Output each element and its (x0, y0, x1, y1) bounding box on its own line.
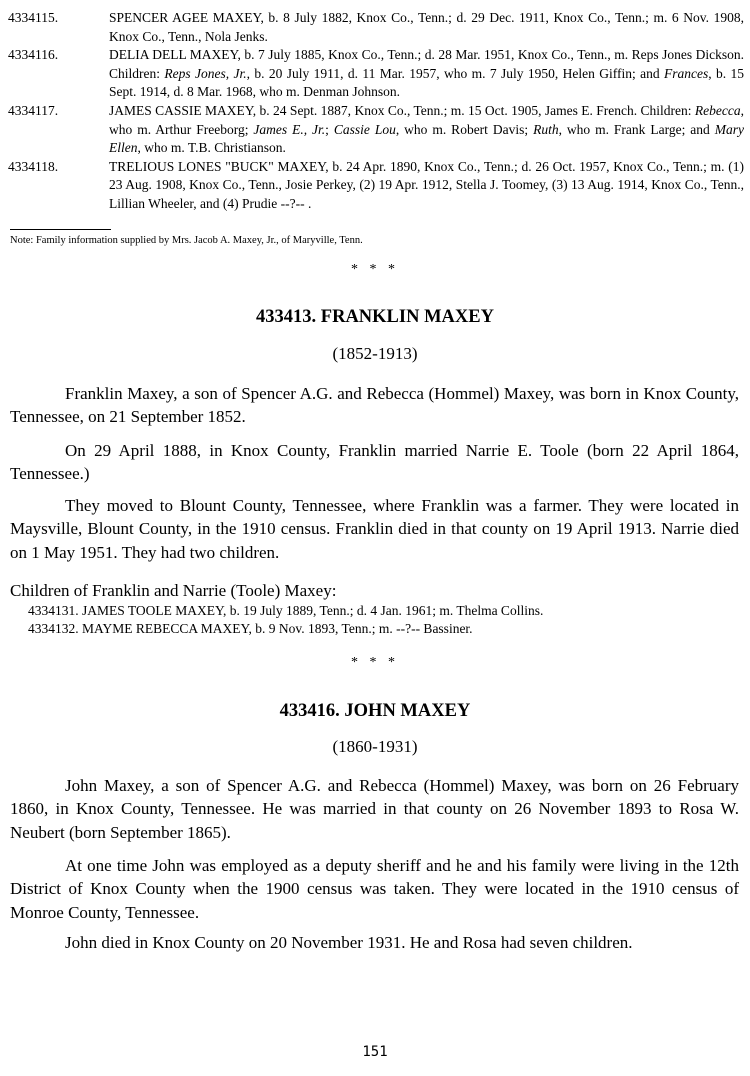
entry-text: SPENCER AGEE MAXEY, b. 8 July 1882, Knox Co., Tenn.; d. 29 Dec. 1911, Knox Co., Tenn.; m. 6 Nov. 1908, Knox Co., Tenn., Nola Jenks. (109, 10, 744, 44)
footnote-rule (10, 229, 111, 230)
entry-text: JAMES CASSIE MAXEY, b. 24 Sept. 1887, Knox Co., Tenn.; m. 15 Oct. 1905, James E. French. Children: Rebecca, who m. Arthur Freeborg; James E., Jr.; Cassie Lou, who m. Robert Davis; Ruth, who m. Frank Large; and Mary Ellen, who m. T.B. Christianson. (109, 102, 744, 156)
children-label: Children of Franklin and Narrie (Toole) Maxey: (10, 581, 337, 600)
body-paragraph: They moved to Blount County, Tennessee, where Franklin was a farmer. They were located in Maysville, Blount County, in the 1910 census. Franklin died in that county on 19 April 1913. Narrie died on 1 May 1951. They had two children. (10, 496, 739, 562)
section-heading: 433413. FRANKLIN MAXEY (256, 307, 494, 327)
family-entry (8, 46, 744, 102)
entry-text: DELIA DELL MAXEY, b. 7 July 1885, Knox Co., Tenn.; d. 28 Mar. 1951, Knox Co., Tenn., m. Reps Jones Dickson. Children: Reps Jones, Jr., b. 20 July 1911, d. 11 Mar. 1957, who m. 7 July 1950, Helen Giffin; and Frances, b. 15 Sept. 1914, d. 8 Mar. 1968, who m. Denman Johnson. (109, 47, 745, 100)
body-paragraph: On 29 April 1888, in Knox County, Franklin married Narrie E. Toole (born 22 April 1864, Tennessee.) (10, 441, 739, 484)
page-number: 151 (362, 1044, 388, 1060)
section-heading: 433416. JOHN MAXEY (279, 701, 471, 721)
family-entries-list (8, 9, 744, 214)
entry-number: 4334117. (8, 102, 59, 118)
section-dates: (1860-1931) (332, 737, 418, 756)
body-paragraph: John Maxey, a son of Spencer A.G. and Rebecca (Hommel) Maxey, was born on 26 February 1860, in Knox County, Tennessee. He was married in that county on 26 November 1893 to Rosa W. Neubert (born September 1865). (10, 776, 739, 842)
section-separator: * * * (351, 655, 399, 670)
footnote: Note: Family information supplied by Mrs. Jacob A. Maxey, Jr., of Maryville, Tenn. (10, 235, 363, 246)
family-entry (8, 158, 744, 214)
family-entry (8, 102, 744, 158)
entry-number: 4334116. (8, 47, 59, 63)
child-entry: 4334132. MAYME REBECCA MAXEY, b. 9 Nov. 1893, Tenn.; m. --?-- Bassiner. (28, 621, 473, 636)
body-paragraph: Franklin Maxey, a son of Spencer A.G. and Rebecca (Hommel) Maxey, was born in Knox County, Tennessee, on 21 September 1852. (10, 384, 739, 427)
entry-number: 4334118. (8, 158, 59, 174)
body-paragraph: John died in Knox County on 20 November 1931. He and Rosa had seven children. (65, 933, 633, 952)
entry-number: 4334115. (8, 10, 59, 25)
entry-text: TRELIOUS LONES "BUCK" MAXEY, b. 24 Apr. 1890, Knox Co., Tenn.; d. 26 Oct. 1957, Knox Co., Tenn.; m. (1) 23 Aug. 1908, Knox Co., Tenn., Josie Perkey, (2) 19 Apr. 1912, Stella J. Toomey, (3) 13 Aug. 1914, Knox Co., Tenn., Lillian Wheeler, and (4) Prudie --?-- . (109, 158, 744, 211)
section-dates: (1852-1913) (332, 344, 418, 363)
body-paragraph: At one time John was employed as a deputy sheriff and he and his family were living in the 12th District of Knox County when the 1900 census was taken. They were located in the 1910 census of Monroe County, Tennessee. (10, 856, 739, 922)
section-separator: * * * (351, 262, 399, 277)
family-entry (8, 9, 744, 46)
child-entry: 4334131. JAMES TOOLE MAXEY, b. 19 July 1889, Tenn.; d. 4 Jan. 1961; m. Thelma Collins. (28, 603, 544, 618)
